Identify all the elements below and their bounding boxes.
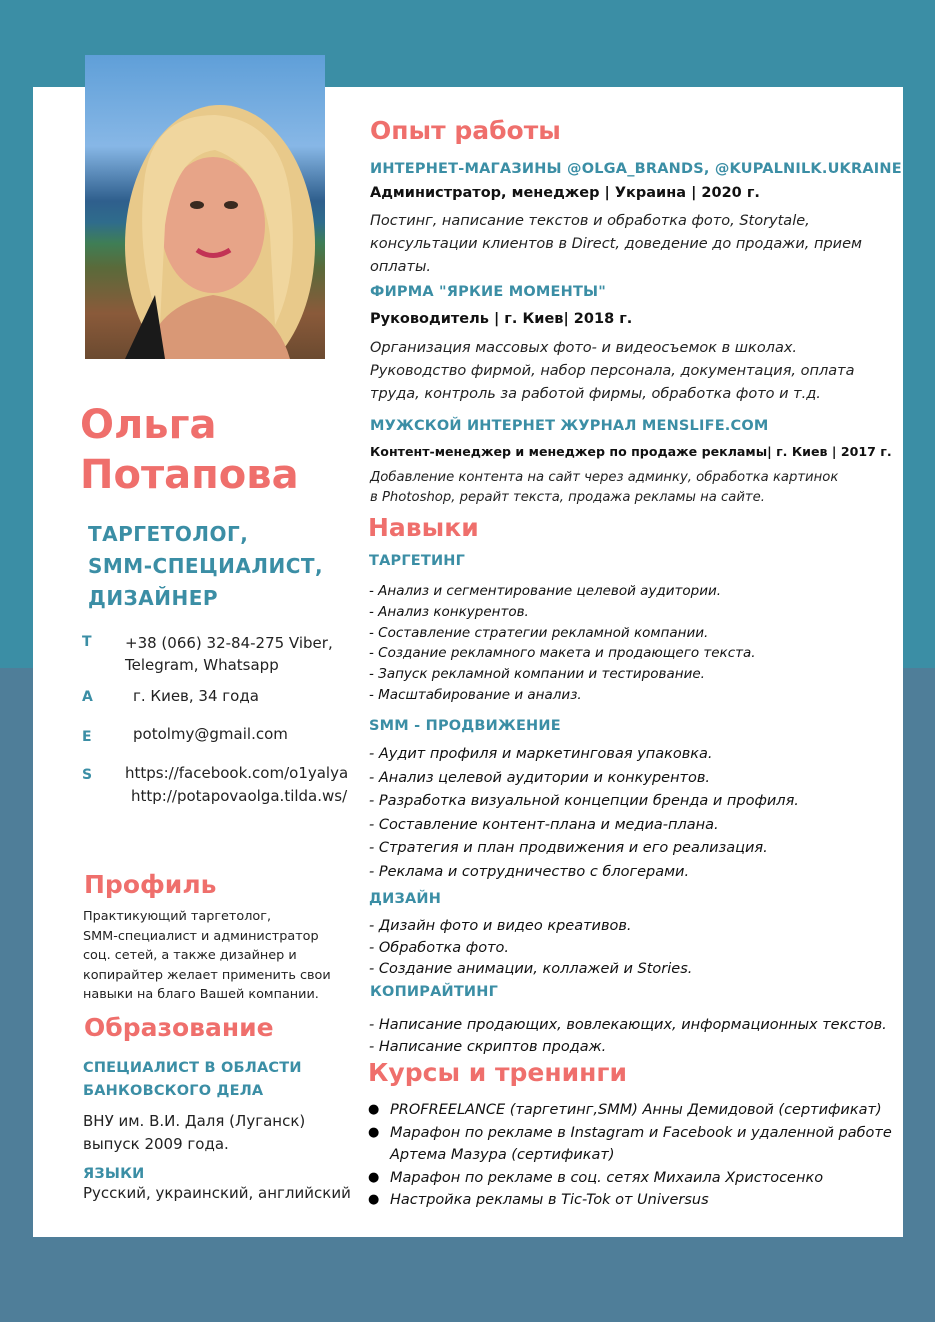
skill-group-title: КОПИРАЙТИНГ bbox=[370, 984, 499, 1000]
first-name: Ольга bbox=[80, 402, 217, 448]
job-description: Добавление контента на сайт через админку, обработка картинок в Photoshop, рерайт текста, продажа рекламы на сайте. bbox=[370, 470, 839, 505]
website-link[interactable]: http://potapovaolga.tilda.ws/ bbox=[131, 787, 348, 805]
job-role: Руководитель | г. Киев| 2018 г. bbox=[370, 311, 633, 327]
job-role: Контент-менеджер и менеджер по продаже рекламы| г. Киев | 2017 г. bbox=[370, 444, 892, 459]
skills-heading: Навыки bbox=[368, 513, 479, 542]
skill-group-title: ДИЗАЙН bbox=[369, 891, 442, 907]
courses-list bbox=[368, 1099, 892, 1212]
address-label: A bbox=[82, 689, 93, 705]
course-item: ● Марафон по рекламе в соц. сетях Михаила Христосенко bbox=[368, 1167, 892, 1190]
phone-value: +38 (066) 32-84-275 Viber, Telegram, Whatsapp bbox=[125, 634, 333, 674]
education-degree: СПЕЦИАЛИСТ В ОБЛАСТИ БАНКОВСКОГО ДЕЛА bbox=[83, 1060, 302, 1099]
course-item: ● Настройка рекламы в Tic-Tok от Universus bbox=[368, 1189, 892, 1212]
job-company: МУЖСКОЙ ИНТЕРНЕТ ЖУРНАЛ MENSLIFE.COM bbox=[370, 418, 769, 434]
email-label: E bbox=[82, 729, 92, 745]
job-title: ТАРГЕТОЛОГ, SMM-СПЕЦИАЛИСТ, ДИЗАЙНЕР bbox=[88, 522, 324, 610]
job-company: ИНТЕРНЕТ-МАГАЗИНЫ @OLGA_BRANDS, @KUPALNILK.UKRAINE bbox=[370, 161, 902, 177]
bullet-icon: ● bbox=[368, 1169, 380, 1185]
bullet-icon: ● bbox=[368, 1102, 380, 1117]
education-heading: Образование bbox=[84, 1013, 274, 1042]
bullet-icon: ● bbox=[368, 1192, 380, 1207]
skill-group-list: - Анализ и сегментирование целевой аудитории. - Анализ конкурентов. - Составление стратегии рекламной компании. - Создание рекламного макета и продающего текста. - Запуск рекламной компании и тестирование. - Масштабирование и анализ. bbox=[369, 583, 756, 703]
job-role: Администратор, менеджер | Украина | 2020 г. bbox=[370, 185, 760, 201]
last-name: Потапова bbox=[80, 452, 299, 498]
profile-text: Практикующий таргетолог, SMM-специалист и администратор соц. сетей, а также дизайнер и копирайтер желает применить свои навыки на благо Вашей компании. bbox=[83, 909, 331, 1002]
facebook-link[interactable]: https://facebook.com/o1yalya bbox=[125, 764, 349, 782]
skill-group-list: - Дизайн фото и видео креативов. - Обработка фото. - Создание анимации, коллажей и Stories. bbox=[369, 918, 693, 977]
skill-group-list: - Аудит профиля и маркетинговая упаковка. - Анализ целевой аудитории и конкурентов. - Разработка визуальной концепции бренда и профиля. - Составление контент-плана и медиа-плана. - Стратегия и план продвижения и его реализация. - Реклама и сотрудничество с блогерами. bbox=[369, 746, 799, 880]
course-item: ● Марафон по рекламе в Instagram и Facebook и удаленной работе Артема Мазура (сертификат) bbox=[368, 1122, 892, 1167]
job-description: Организация массовых фото- и видеосъемок в школах. Руководство фирмой, набор персонала, документация, оплата труда, контроль за работой фирмы, обработка фото и т.д. bbox=[370, 340, 855, 402]
skill-group-list: - Написание продающих, вовлекающих, информационных текстов. - Написание скриптов продаж. bbox=[369, 1017, 887, 1055]
courses-heading: Курсы и тренинги bbox=[368, 1058, 627, 1087]
course-item: ● PROFREELANCE (таргетинг,SMM) Анны Демидовой (сертификат) bbox=[368, 1099, 892, 1122]
email-value[interactable]: potolmy@gmail.com bbox=[133, 725, 288, 743]
portrait-illustration bbox=[85, 55, 325, 359]
phone-label: T bbox=[82, 634, 92, 650]
languages-label: ЯЗЫКИ bbox=[83, 1166, 145, 1182]
address-value: г. Киев, 34 года bbox=[133, 687, 259, 705]
bullet-icon: ● bbox=[368, 1124, 380, 1140]
profile-heading: Профиль bbox=[84, 870, 217, 899]
profile-photo bbox=[85, 55, 325, 359]
social-label: S bbox=[82, 767, 93, 783]
skill-group-title: SMM - ПРОДВИЖЕНИЕ bbox=[369, 718, 561, 734]
job-company: ФИРМА "ЯРКИЕ МОМЕНТЫ" bbox=[370, 284, 607, 300]
skill-group-title: ТАРГЕТИНГ bbox=[369, 553, 466, 569]
education-school: ВНУ им. В.И. Даля (Луганск) выпуск 2009 года. bbox=[83, 1112, 306, 1153]
job-description: Постинг, написание текстов и обработка фото, Storytale, консультации клиентов в Direct, доведение до продажи, прием оплаты. bbox=[370, 213, 862, 275]
experience-heading: Опыт работы bbox=[370, 116, 561, 145]
languages-value: Русский, украинский, английский bbox=[83, 1184, 351, 1202]
social-links bbox=[125, 762, 348, 808]
